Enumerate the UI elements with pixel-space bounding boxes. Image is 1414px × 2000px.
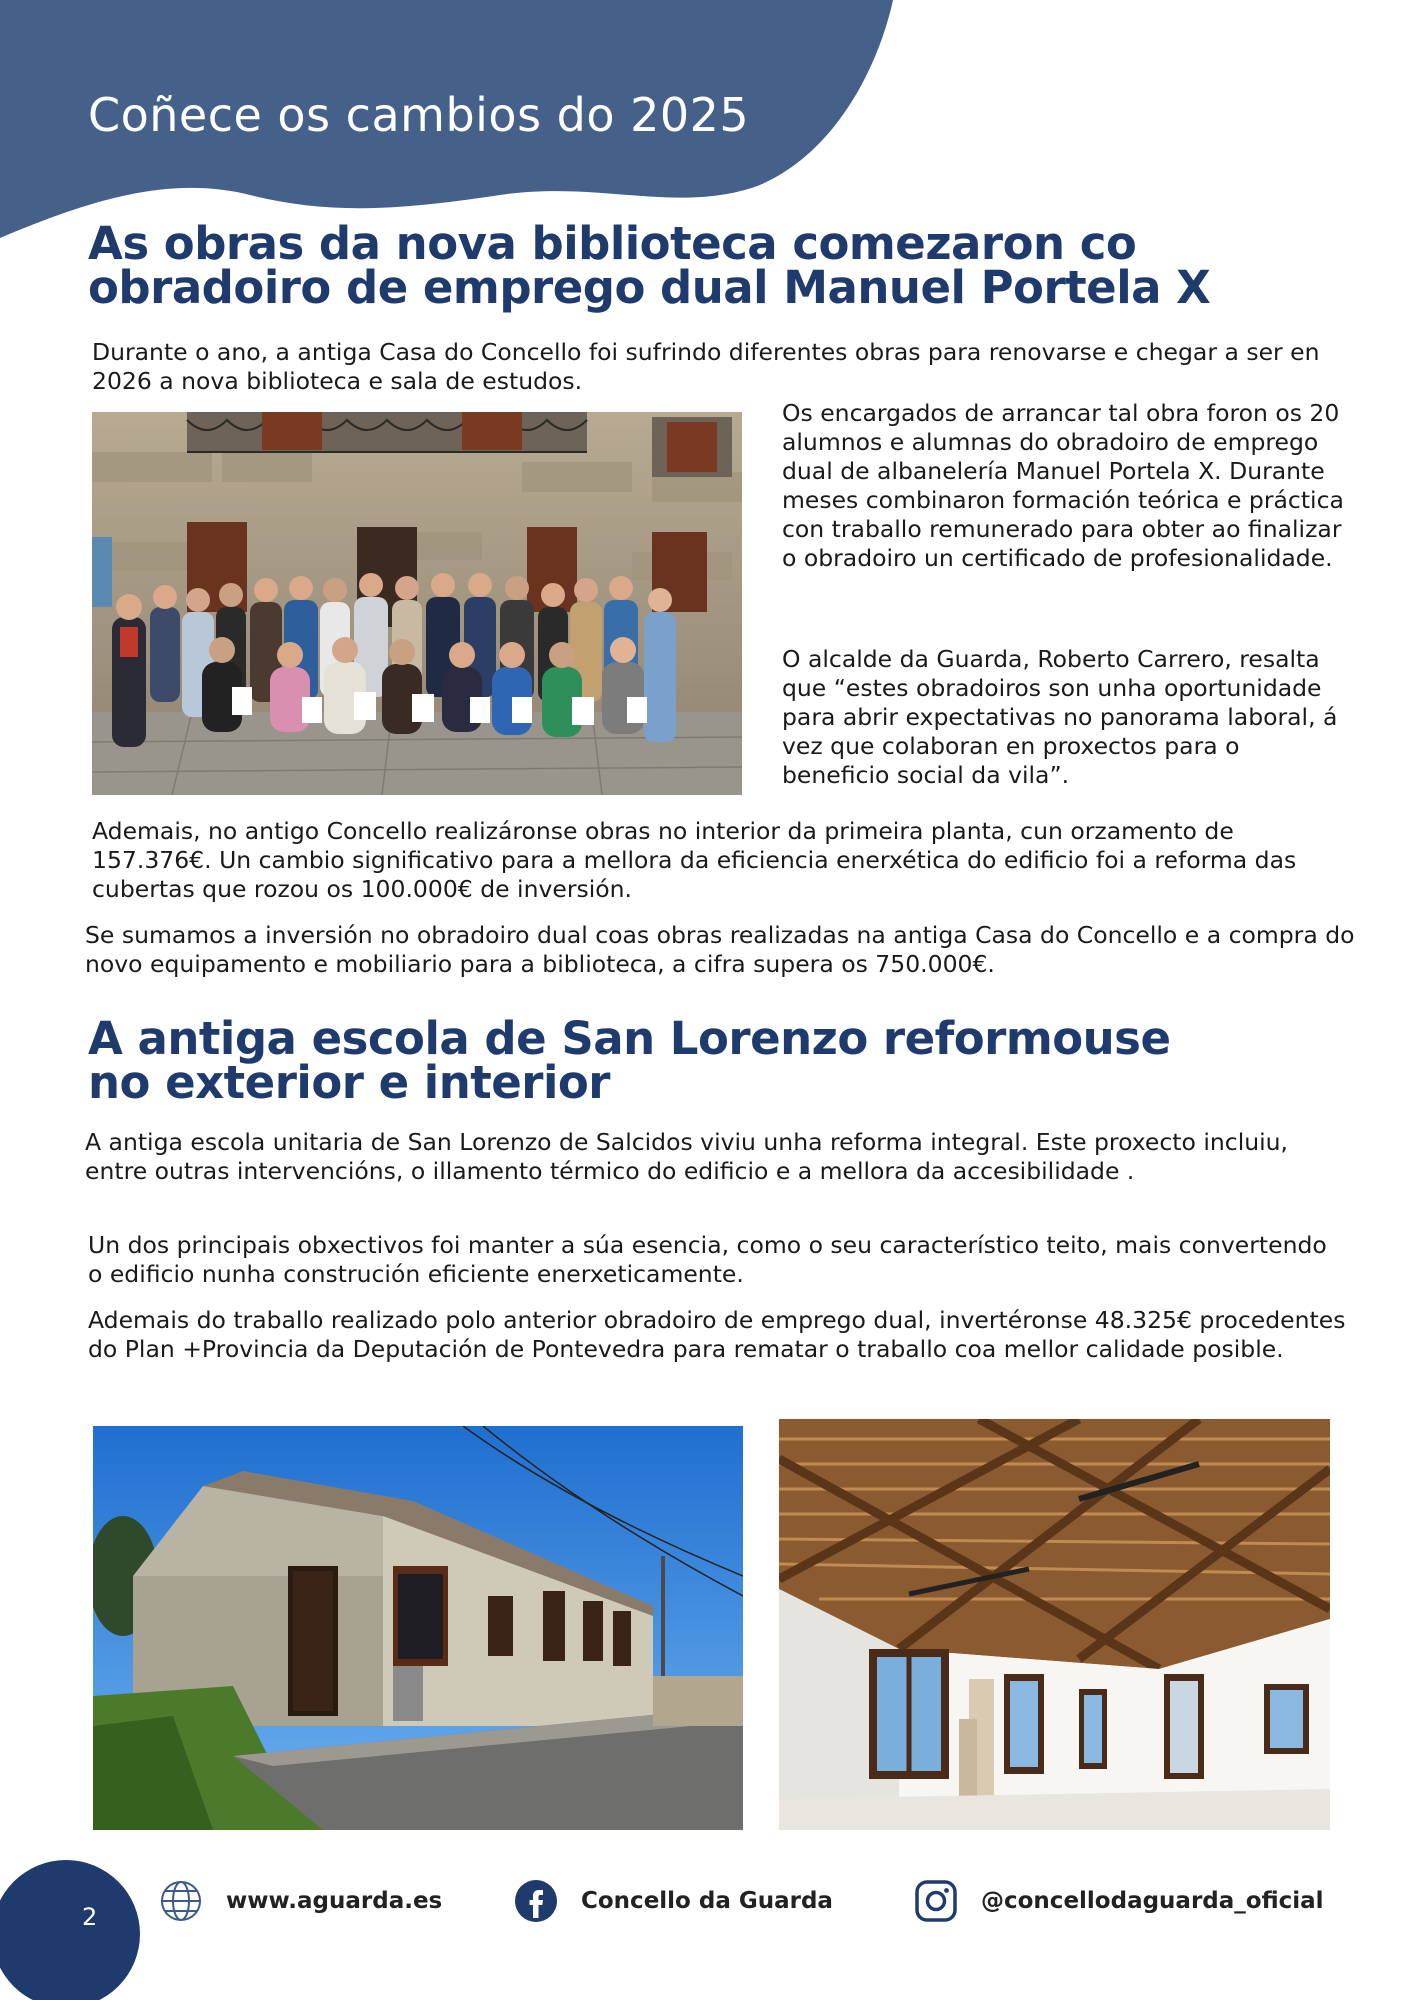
group-photo-image bbox=[92, 412, 742, 795]
group-photo-town-hall bbox=[92, 412, 742, 795]
section1-paragraph4: Se sumamos a inversión no obradoiro dual coas obras realizadas na antiga Casa do Concello e a compra do novo equipamento e mobiliario para a biblioteca, a cifra supera os 750.000€. bbox=[85, 921, 1355, 978]
section2-headline-line1: A antiga escola de San Lorenzo reformouse bbox=[88, 1012, 1171, 1065]
section1-headline-line2: obradoiro de emprego dual Manuel Portela X bbox=[88, 261, 1211, 314]
website-link[interactable]: www.aguarda.es bbox=[226, 1888, 443, 1914]
section1-column-paragraph2: O alcalde da Guarda, Roberto Carrero, resalta que “estes obradoiros son unha oportunidade para abrir expectativas no panorama laboral, á vez que colaboran en proxectos para o beneficio social da vila”. bbox=[782, 645, 1338, 789]
globe-icon bbox=[158, 1878, 204, 1924]
instagram-icon bbox=[913, 1878, 959, 1924]
footer-instagram[interactable] bbox=[913, 1876, 1324, 1926]
header-title: Coñece os cambios do 2025 bbox=[88, 88, 750, 142]
school-exterior-image bbox=[93, 1426, 743, 1830]
footer-facebook[interactable] bbox=[513, 1876, 833, 1926]
school-interior-image bbox=[779, 1419, 1330, 1830]
section1-column-paragraph1: Os encargados de arrancar tal obra foron os 20 alumnos e alumnas do obradoiro de emprego dual de albanelería Manuel Portela X. Durante meses combinaron formación teórica e práctica con traballo remunerado para obter ao finalizar o obradoiro un certificado de profesionalidade. bbox=[782, 399, 1344, 572]
page-number: 2 bbox=[82, 1903, 98, 1931]
section2-headline bbox=[88, 1012, 1348, 1109]
section1-headline-line1: As obras da nova biblioteca comezaron co bbox=[88, 217, 1137, 270]
section2-paragraph2: Un dos principais obxectivos foi manter a súa esencia, como o seu característico teito, mais convertendo o edificio nunha construción eficiente enerxeticamente. bbox=[88, 1231, 1327, 1288]
school-interior-photo bbox=[779, 1419, 1330, 1830]
instagram-link[interactable]: @concellodaguarda_oficial bbox=[981, 1888, 1324, 1914]
section1-paragraph3: Ademais, no antigo Concello realizáronse obras no interior da primeira planta, cun orzamento de 157.376€. Un cambio significativo para a mellora da eficiencia enerxética do edificio foi a reforma das cubertas que rozou os 100.000€ de inversión. bbox=[92, 817, 1297, 903]
facebook-icon bbox=[513, 1878, 559, 1924]
section1-headline bbox=[88, 217, 1348, 314]
school-exterior-photo bbox=[93, 1426, 743, 1830]
section2-paragraph3: Ademais do traballo realizado polo anterior obradoiro de emprego dual, invertéronse 48.325€ procedentes do Plan +Provincia da Deputación de Pontevedra para rematar o traballo coa mellor calidade posible. bbox=[88, 1306, 1346, 1363]
footer-website[interactable] bbox=[158, 1876, 442, 1926]
section2-headline-line2: no exterior e interior bbox=[88, 1056, 610, 1109]
page-number-badge bbox=[0, 1860, 140, 2000]
facebook-link[interactable]: Concello da Guarda bbox=[581, 1888, 833, 1914]
section2-paragraph1: A antiga escola unitaria de San Lorenzo de Salcidos viviu unha reforma integral. Este proxecto incluiu, entre outras intervencións, o illamento térmico do edificio e a mellora da accesibilidade . bbox=[85, 1128, 1289, 1185]
section1-intro: Durante o ano, a antiga Casa do Concello foi sufrindo diferentes obras para renovarse e chegar a ser en 2026 a nova biblioteca e sala de estudos. bbox=[92, 338, 1320, 395]
